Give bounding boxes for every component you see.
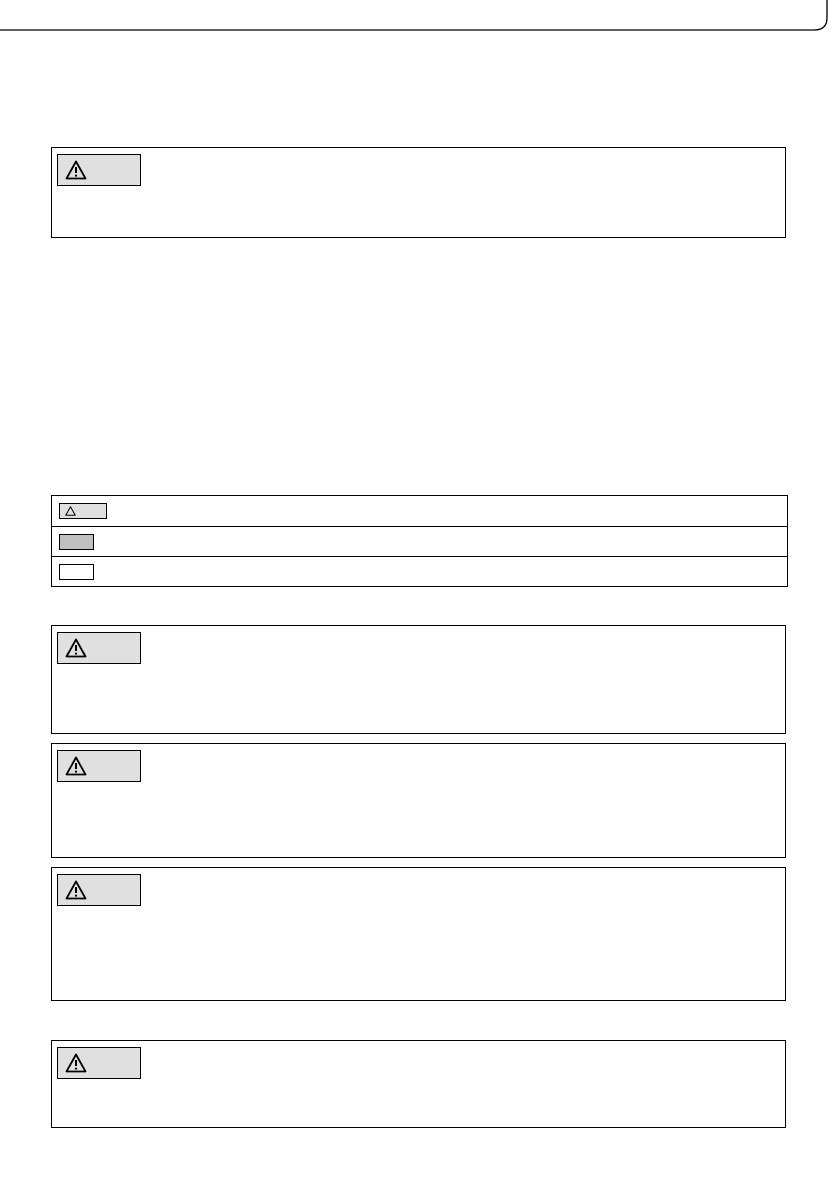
legend-row <box>52 496 787 526</box>
white-swatch <box>59 564 94 580</box>
legend-row <box>52 556 787 586</box>
warning-label-swatch <box>59 503 107 519</box>
warning-triangle-icon <box>65 1053 87 1073</box>
warning-triangle-icon <box>65 880 87 900</box>
warning-label <box>57 750 141 782</box>
warning-triangle-icon <box>65 506 76 516</box>
warning-box-5 <box>51 1040 786 1128</box>
warning-label <box>57 1047 141 1079</box>
warning-triangle-icon <box>65 638 87 658</box>
warning-box-1 <box>51 147 786 238</box>
legend-table <box>51 495 788 587</box>
warning-box-2 <box>51 625 786 734</box>
warning-triangle-icon <box>65 160 87 180</box>
warning-label <box>57 154 141 186</box>
top-corner-rule <box>0 0 839 32</box>
warning-triangle-icon <box>65 756 87 776</box>
warning-box-4 <box>51 867 786 1001</box>
grey-swatch <box>59 534 94 550</box>
warning-label <box>57 632 141 664</box>
warning-box-3 <box>51 743 786 858</box>
legend-row <box>52 526 787 556</box>
warning-label <box>57 874 141 906</box>
